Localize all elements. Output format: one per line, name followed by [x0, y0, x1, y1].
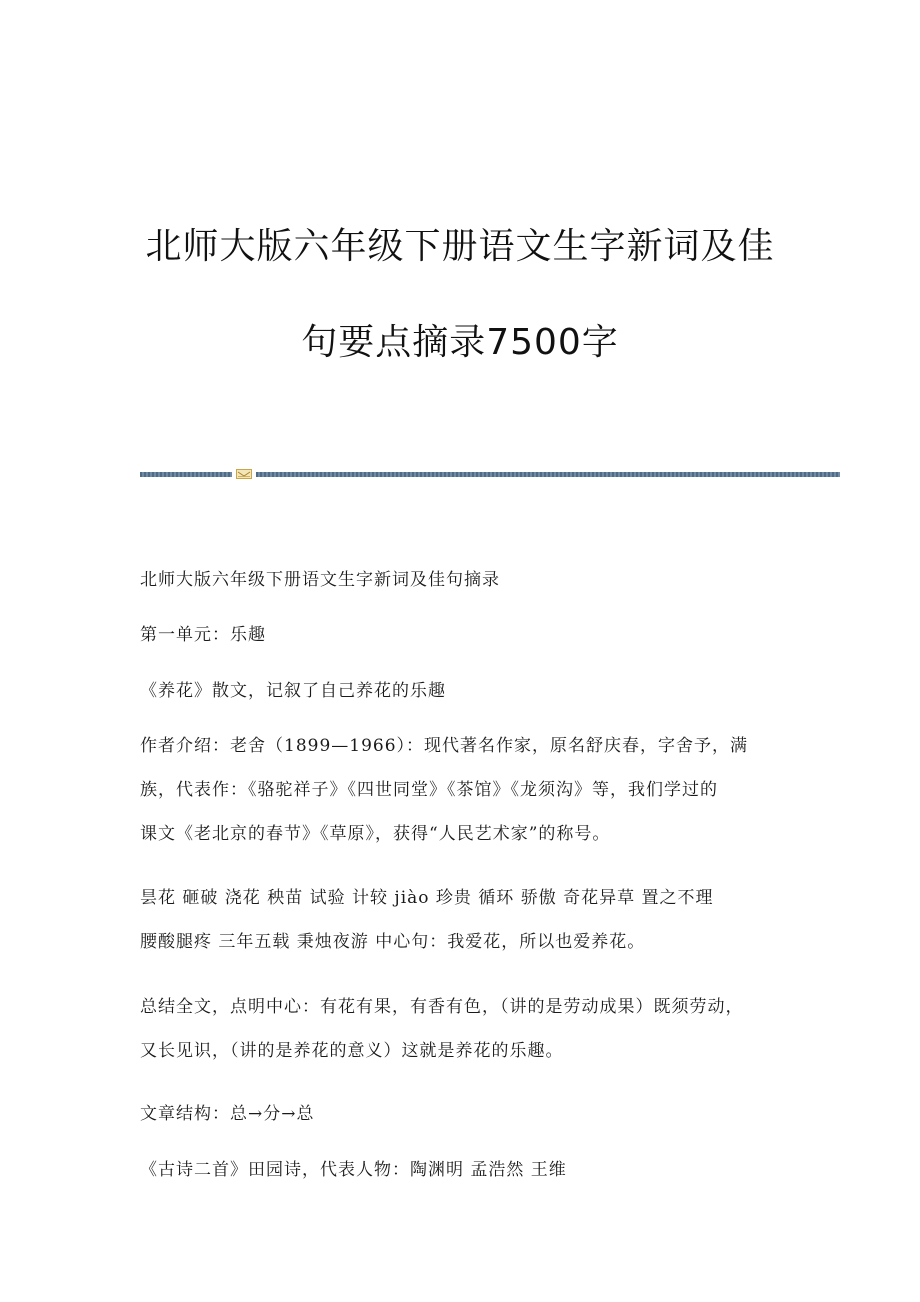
divider-bar-left	[140, 472, 232, 477]
divider-bar-right	[256, 472, 840, 477]
text-line: 《养花》散文，记叙了自己养花的乐趣	[140, 681, 446, 701]
text-line: 族，代表作：《骆驼祥子》《四世同堂》《茶馆》《龙须沟》等，我们学过的	[140, 780, 718, 800]
text-line: 文章结构：总→分→总	[140, 1104, 315, 1124]
title-divider	[140, 470, 840, 478]
text-line: 课文《老北京的春节》《草原》，获得“人民艺术家”的称号。	[140, 824, 611, 844]
paragraph-author-intro	[140, 724, 800, 856]
paragraph-unit-heading	[140, 613, 800, 657]
paragraph-structure	[140, 1092, 800, 1136]
text-line: 北师大版六年级下册语文生字新词及佳句摘录	[140, 570, 500, 590]
paragraph-summary	[140, 985, 800, 1073]
paragraph-poems	[140, 1148, 800, 1192]
text-line: 又长见识，（讲的是养花的意义）这就是养花的乐趣。	[140, 1041, 564, 1061]
text-line: 总结全文，点明中心：有花有果，有香有色，（讲的是劳动成果）既须劳动，	[140, 997, 744, 1017]
text-line: 昙花 砸破 浇花 秧苗 试验 计较 jiào 珍贵 循环 骄傲 奇花异草 置之不理	[140, 888, 714, 908]
text-line: 第一单元：乐趣	[140, 625, 266, 645]
document-title-line-1: 北师大版六年级下册语文生字新词及佳	[145, 226, 775, 267]
text-line: 作者介绍：老舍（1899—1966）：现代著名作家，原名舒庆春，字舍予，满	[140, 736, 749, 756]
divider-ornament-icon	[236, 469, 252, 479]
paragraph-vocabulary	[140, 876, 800, 964]
paragraph-intro	[140, 558, 800, 602]
text-line: 腰酸腿疼 三年五载 秉烛夜游 中心句：我爱花，所以也爱养花。	[140, 932, 646, 952]
paragraph-lesson-title	[140, 669, 800, 713]
document-title-line-2: 句要点摘录7500字	[301, 322, 619, 363]
text-line: 《古诗二首》田园诗，代表人物：陶渊明 孟浩然 王维	[140, 1160, 567, 1180]
